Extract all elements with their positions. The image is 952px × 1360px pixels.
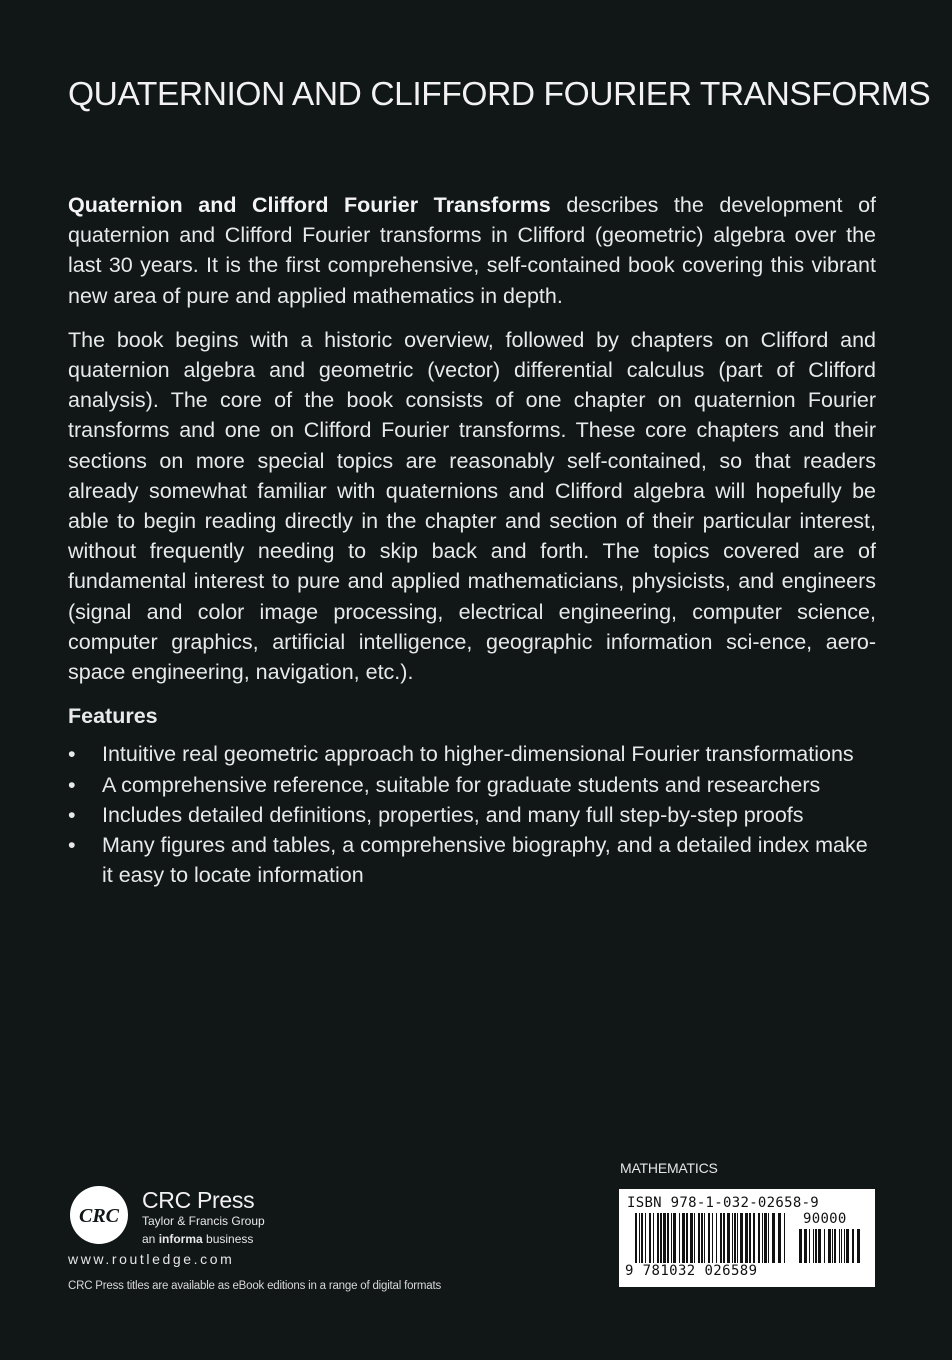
feature-item — [68, 770, 876, 800]
ebook-note: CRC Press titles are available as eBook editions in a range of digital formats — [68, 1280, 442, 1292]
barcode-bar — [844, 1229, 845, 1263]
barcode-bar — [804, 1229, 807, 1263]
barcode-bar — [818, 1229, 821, 1263]
barcode-bar — [841, 1229, 842, 1263]
barcode-bar — [649, 1213, 651, 1263]
barcode-bar — [758, 1213, 760, 1263]
barcode-bar — [679, 1213, 680, 1263]
tagline-informa: informa — [158, 1232, 203, 1246]
barcode-bar — [712, 1213, 713, 1263]
publisher-group: Taylor & Francis Group — [142, 1214, 265, 1228]
barcode-bar — [734, 1213, 736, 1263]
barcode-bar — [772, 1213, 775, 1263]
barcode-bar — [857, 1229, 860, 1263]
barcode-bar — [852, 1229, 854, 1263]
isbn-label: ISBN 978-1-032-02658-9 — [627, 1195, 820, 1211]
barcode-bar — [690, 1213, 693, 1263]
barcode-bar — [762, 1213, 763, 1263]
barcode-bar — [740, 1213, 743, 1263]
bullet-icon: • — [68, 772, 76, 797]
barcode-bar — [663, 1213, 666, 1263]
barcode-bar — [824, 1229, 825, 1263]
barcode-bar — [753, 1213, 755, 1263]
crc-logo-icon — [68, 1184, 130, 1246]
barcode-bar — [720, 1213, 722, 1263]
barcode-bar — [694, 1213, 695, 1263]
barcode-bar — [704, 1213, 705, 1263]
barcode-bar — [834, 1229, 836, 1263]
bullet-icon: • — [68, 742, 76, 767]
barcode-bar — [671, 1213, 672, 1263]
barcode-bar — [737, 1213, 738, 1263]
description-lead-title: Quaternion and Clifford Fourier Transforms — [68, 193, 551, 217]
barcode-bar — [673, 1213, 676, 1263]
barcode-bar — [784, 1213, 785, 1263]
tagline-suffix: business — [202, 1232, 254, 1246]
feature-item-text: Many figures and tables, a comprehensive biography, and a detailed index make it easy to locate information — [102, 833, 868, 888]
feature-item — [68, 830, 876, 890]
addon-barcode-bars — [799, 1229, 861, 1263]
description-paragraph-1-text: describes the development of quaternion and Clifford Fourier transforms in Clifford (geometric) algebra over the last 30 years. It is the first comprehensive, self-contained book covering this vibrant new area of pure and applied mathematics in depth. — [68, 193, 876, 308]
barcode-bar — [839, 1229, 840, 1263]
barcode-bar — [809, 1229, 810, 1263]
barcode-bar — [639, 1213, 640, 1263]
isbn-barcode — [619, 1189, 875, 1287]
barcode-bar — [732, 1213, 733, 1263]
publisher-name: CRC Press — [142, 1187, 255, 1213]
feature-item-text: Includes detailed definitions, properties, and many full step-by-step proofs — [102, 802, 804, 827]
description-paragraph-1 — [68, 190, 876, 311]
barcode-bar — [815, 1229, 817, 1263]
barcode-bar — [686, 1213, 688, 1263]
barcode-bar — [745, 1213, 748, 1263]
barcode-bar — [768, 1213, 769, 1263]
barcode-bar — [657, 1213, 659, 1263]
features-list — [68, 739, 876, 890]
feature-item-text: Intuitive real geometric approach to higher-dimensional Fourier transformations — [102, 742, 854, 767]
price-code: 90000 — [803, 1211, 847, 1227]
barcode-bar — [727, 1213, 730, 1263]
features-heading: Features — [68, 704, 158, 729]
barcode-bar — [635, 1213, 637, 1263]
crc-logo-text: CRC — [78, 1205, 120, 1227]
bullet-icon: • — [68, 802, 76, 827]
feature-item — [68, 739, 876, 769]
subject-category: MATHEMATICS — [620, 1160, 718, 1176]
tagline-prefix: an — [142, 1232, 159, 1246]
barcode-bar — [641, 1213, 643, 1263]
barcode-bar — [716, 1213, 717, 1263]
barcode-bar — [778, 1213, 781, 1263]
barcode-bar — [660, 1213, 662, 1263]
book-title: QUATERNION AND CLIFFORD FOURIER TRANSFORMS — [68, 76, 931, 113]
barcode-bars — [635, 1213, 785, 1263]
barcode-bar — [667, 1213, 669, 1263]
barcode-bar — [749, 1213, 751, 1263]
barcode-bar — [723, 1213, 725, 1263]
barcode-bar — [698, 1213, 700, 1263]
barcode-bar — [701, 1213, 703, 1263]
bullet-icon: • — [68, 833, 76, 858]
barcode-bar — [708, 1213, 710, 1263]
feature-item-text: A comprehensive reference, suitable for graduate students and researchers — [102, 772, 821, 797]
publisher-tagline — [142, 1232, 253, 1246]
isbn-digits: 9 781032 026589 — [625, 1263, 758, 1279]
barcode-bar — [653, 1213, 654, 1263]
back-cover-description — [68, 190, 876, 890]
publisher-website: www.routledge.com — [68, 1251, 235, 1267]
barcode-bar — [832, 1229, 833, 1263]
barcode-bar — [645, 1213, 646, 1263]
feature-item — [68, 800, 876, 830]
barcode-bar — [682, 1213, 685, 1263]
barcode-bar — [764, 1213, 767, 1263]
description-paragraph-2: The book begins with a historic overview, followed by chapters on Clifford and quaternion algebra and geometric (vector) differential calculus (part of Clifford analysis). The core of the book consists of one chapter on quaternion Fourier transforms and one on Clifford Fourier transforms. These core chapters and their sections on more special topics are reasonably self-contained, so that readers already somewhat familiar with quaternions and Clifford algebra will hopefully be able to begin reading directly in the chapter and section of their particular interest, without frequently needing to skip back and forth. The topics covered are of fundamental interest to pure and applied mathematicians, physicists, and engineers (signal and color image processing, electrical engineering, computer science, computer graphics, artificial intelligence, geographic information sci-ence, aero-space engineering, navigation, etc.). — [68, 327, 876, 685]
barcode-bar — [799, 1229, 802, 1263]
barcode-bar — [846, 1229, 849, 1263]
barcode-bar — [828, 1229, 831, 1263]
barcode-bar — [813, 1229, 814, 1263]
